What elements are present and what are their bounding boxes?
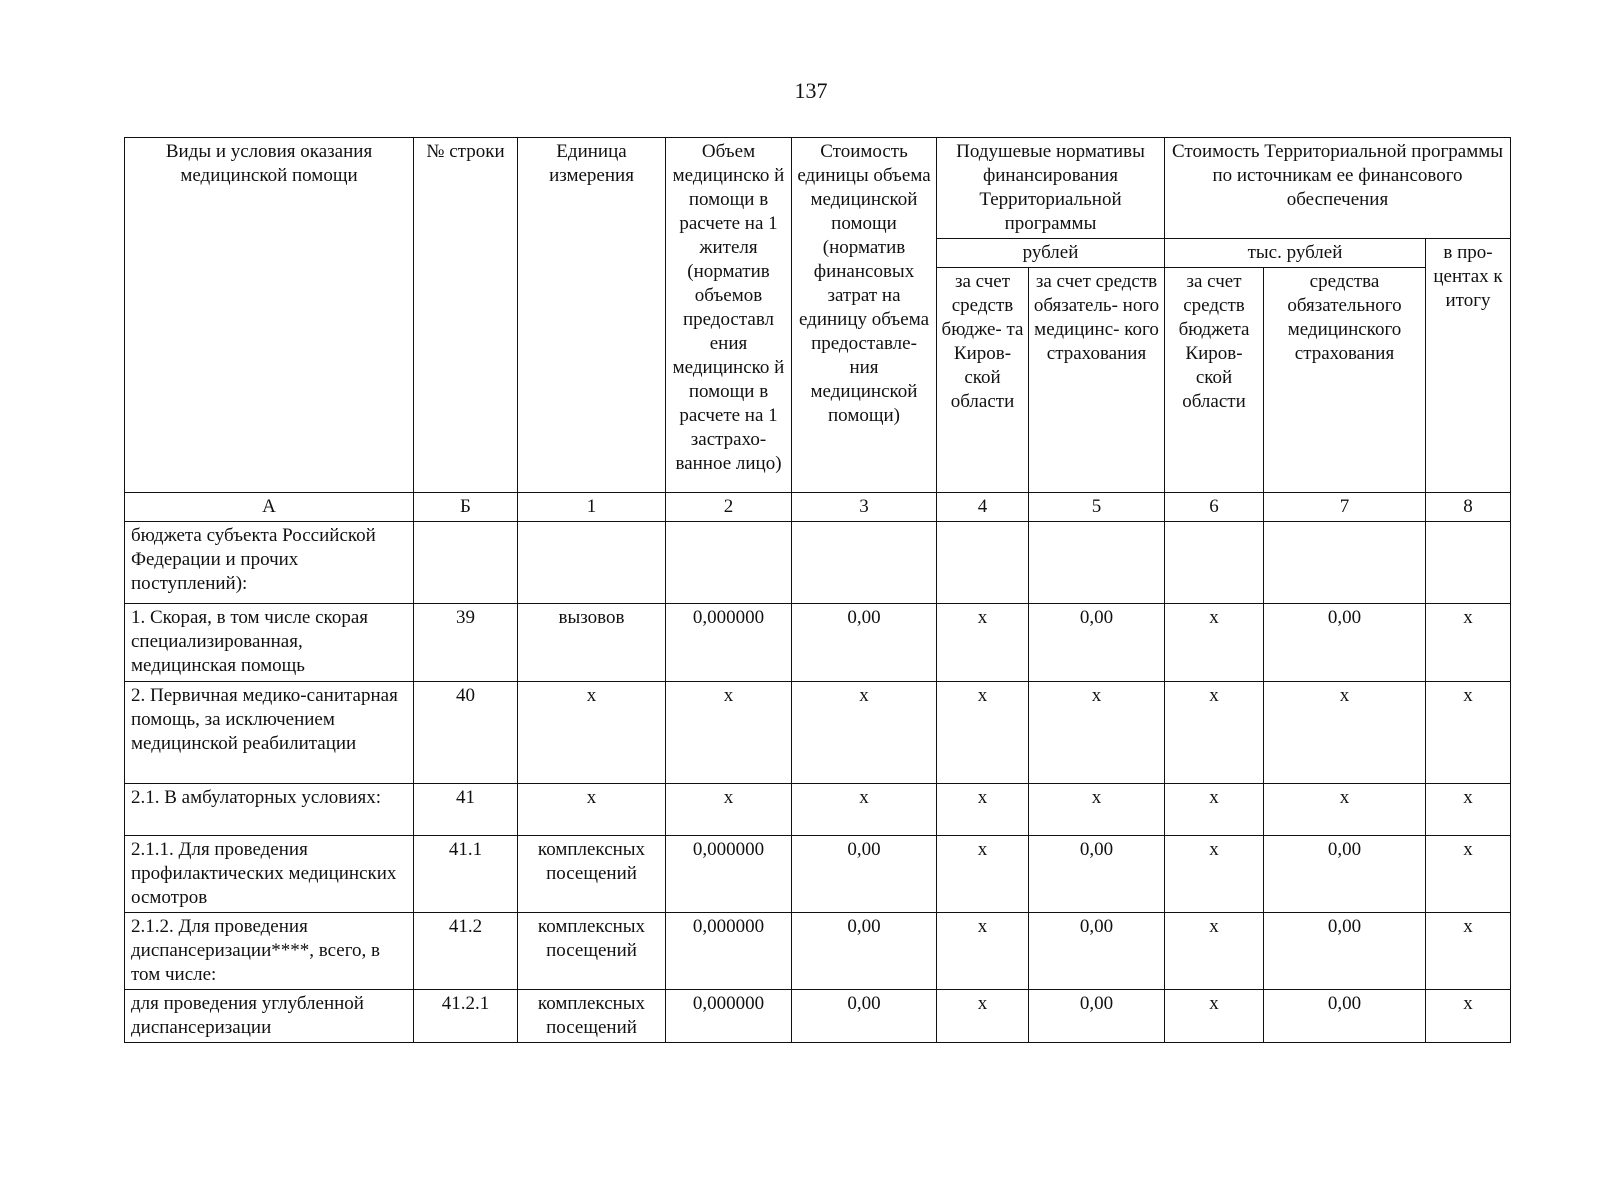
row-cell: 0,00 [792, 913, 937, 990]
header-volume: Объем медицинско й помощи в расчете на 1 жителя (норматив объемов предоставл ения медицинско й помощи в расчете на 1 застрахо- ванное лицо) [666, 138, 792, 493]
row-cell: х [666, 682, 792, 784]
row-name: 2. Первичная медико-санитарная помощь, за исключением медицинской реабилитации [125, 682, 414, 784]
row-cell: х [937, 990, 1029, 1043]
row-cell: х [1426, 836, 1511, 913]
row-cell: х [1029, 784, 1165, 836]
row-cell: 41.2.1 [414, 990, 518, 1043]
row-cell: 0,00 [792, 604, 937, 682]
row-cell: х [1426, 913, 1511, 990]
row-cell: 39 [414, 604, 518, 682]
row-cell: х [518, 784, 666, 836]
column-number: 2 [666, 493, 792, 522]
row-name: 2.1.1. Для проведения профилактических медицинских осмотров [125, 836, 414, 913]
row-cell: 0,00 [1264, 913, 1426, 990]
row-cell: 0,00 [792, 836, 937, 913]
row-cell [414, 522, 518, 604]
column-number-row [125, 493, 1511, 522]
row-name: 2.1. В амбулаторных условиях: [125, 784, 414, 836]
row-cell: х [937, 682, 1029, 784]
row-name: бюджета субъекта Российской Федерации и прочих поступлений): [125, 522, 414, 604]
table-row [125, 522, 1511, 604]
row-cell: комплексных посещений [518, 990, 666, 1043]
row-cell: х [792, 682, 937, 784]
row-name: 1. Скорая, в том числе скорая специализированная, медицинская помощь [125, 604, 414, 682]
row-cell: х [937, 604, 1029, 682]
row-cell: 0,00 [1029, 913, 1165, 990]
row-cell: 0,00 [1264, 990, 1426, 1043]
row-cell: 0,000000 [666, 913, 792, 990]
row-cell [1264, 522, 1426, 604]
table-row [125, 604, 1511, 682]
header-kind: Виды и условия оказания медицинской помощи [125, 138, 414, 493]
header-percent: в про- центах к итогу [1426, 239, 1511, 493]
table-row [125, 990, 1511, 1043]
column-number: 8 [1426, 493, 1511, 522]
header-budget-rub: за счет средств бюдже- та Киров- ской области [937, 268, 1029, 493]
header-sub-rub: рублей [937, 239, 1165, 268]
row-cell: 41 [414, 784, 518, 836]
header-oms-thous: средства обязательного медицинского страхования [1264, 268, 1426, 493]
table-row [125, 682, 1511, 784]
table-row [125, 784, 1511, 836]
program-cost-table [124, 137, 1511, 1043]
column-number: Б [414, 493, 518, 522]
row-cell: х [1426, 604, 1511, 682]
column-number: 6 [1165, 493, 1264, 522]
row-cell [1029, 522, 1165, 604]
row-cell: 0,00 [792, 990, 937, 1043]
header-group-program-cost: Стоимость Территориальной программы по источникам ее финансового обеспечения [1165, 138, 1511, 239]
header-group-per-capita: Подушевые нормативы финансирования Территориальной программы [937, 138, 1165, 239]
row-name: для проведения углубленной диспансеризации [125, 990, 414, 1043]
header-budget-thous: за счет средств бюджета Киров- ской области [1165, 268, 1264, 493]
header-row-1 [125, 138, 1511, 239]
row-cell: х [1165, 836, 1264, 913]
row-cell [937, 522, 1029, 604]
row-cell: 0,00 [1029, 604, 1165, 682]
row-cell: 0,00 [1029, 836, 1165, 913]
row-cell [518, 522, 666, 604]
row-cell [792, 522, 937, 604]
row-cell: х [937, 913, 1029, 990]
header-oms-rub: за счет средств обязатель- ного медицинс- кого страхования [1029, 268, 1165, 493]
row-cell: х [1165, 682, 1264, 784]
row-cell: х [937, 784, 1029, 836]
column-number: 4 [937, 493, 1029, 522]
row-cell: 40 [414, 682, 518, 784]
row-cell: 0,000000 [666, 836, 792, 913]
row-cell: 0,00 [1264, 604, 1426, 682]
row-cell: х [1029, 682, 1165, 784]
row-cell: х [1165, 604, 1264, 682]
row-cell: 41.2 [414, 913, 518, 990]
column-number: 5 [1029, 493, 1165, 522]
row-cell: 0,000000 [666, 604, 792, 682]
row-cell: х [792, 784, 937, 836]
table-row [125, 913, 1511, 990]
row-cell: х [666, 784, 792, 836]
row-cell: 0,00 [1029, 990, 1165, 1043]
header-sub-thousand-rub: тыс. рублей [1165, 239, 1426, 268]
row-cell: х [518, 682, 666, 784]
column-number: 7 [1264, 493, 1426, 522]
row-cell [1165, 522, 1264, 604]
row-cell: х [1426, 784, 1511, 836]
column-number: 1 [518, 493, 666, 522]
header-unit: Единица измерения [518, 138, 666, 493]
row-cell: комплексных посещений [518, 836, 666, 913]
header-row-no: № строки [414, 138, 518, 493]
row-cell: комплексных посещений [518, 913, 666, 990]
row-cell: 41.1 [414, 836, 518, 913]
row-cell: х [1426, 990, 1511, 1043]
row-cell: х [1165, 990, 1264, 1043]
row-cell [666, 522, 792, 604]
row-cell: вызовов [518, 604, 666, 682]
row-cell: х [1264, 784, 1426, 836]
row-cell: х [1426, 682, 1511, 784]
row-cell: х [1165, 913, 1264, 990]
row-cell: х [937, 836, 1029, 913]
column-number: 3 [792, 493, 937, 522]
row-cell: х [1165, 784, 1264, 836]
row-cell [1426, 522, 1511, 604]
column-number: А [125, 493, 414, 522]
row-name: 2.1.2. Для проведения диспансеризации****, всего, в том числе: [125, 913, 414, 990]
table-row [125, 836, 1511, 913]
page-number: 137 [794, 78, 828, 103]
row-cell: 0,00 [1264, 836, 1426, 913]
row-cell: 0,000000 [666, 990, 792, 1043]
row-cell: х [1264, 682, 1426, 784]
header-cost-unit: Стоимость единицы объема медицинской помощи (норматив финансовых затрат на единицу объема предоставле- ния медицинской помощи) [792, 138, 937, 493]
